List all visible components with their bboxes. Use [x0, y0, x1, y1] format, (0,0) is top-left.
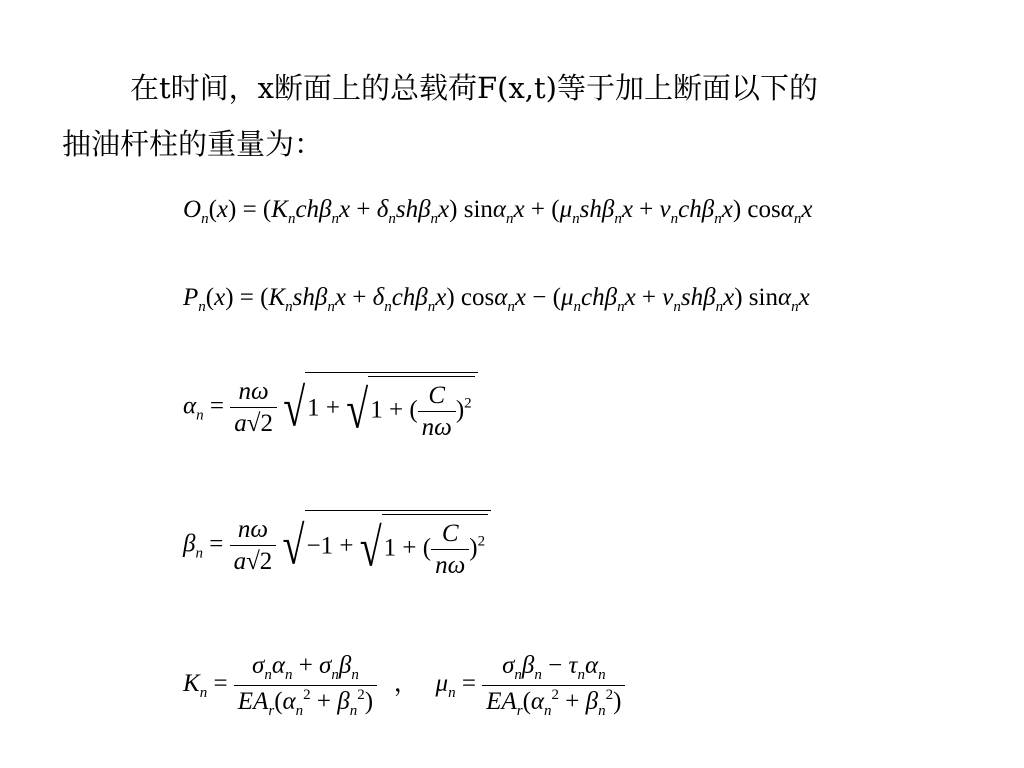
equation-k-mu-row [183, 650, 625, 721]
equation-k-n: $K_n$ = $\frac{\sigma_n\alpha_n + \sigma_n\beta_n}{EA_r(\alpha_n^2 + \beta_n^2)}$ [183, 670, 383, 697]
intro-line-2: 抽油杆柱的重量为： [62, 127, 324, 161]
equation-mu-n: $\mu_n$ = $\frac{\sigma_n\beta_n - \tau_n\alpha_n}{EA_r(\alpha_n^2 + \beta_n^2)}$ [436, 670, 626, 697]
equation-alpha-n: $\alpha_n$ = $\frac{n\omega}{a√2}$ √1 + √1 + ( $\frac{C}{n\omega}$ )$^2$ [183, 372, 478, 444]
equation-o-n: $O_n(x) = (K_nch\beta_nx + \delta_nsh\beta_nx) \sin\alpha_nx + (\mu_nsh\beta_nx + \nu_nch\beta_nx)$ cosα$_n$x [183, 196, 813, 227]
equation-p-n: $P_n(x) = (K_nsh\beta_nx + \delta_nch\beta_nx) \cos\alpha_nx - (\mu_nch\beta_nx + \nu_nsh\beta_nx)$ sinα$_n$x [183, 284, 810, 315]
intro-paragraph [62, 60, 962, 172]
equation-beta-n: $\beta_n$ = $\frac{n\omega}{a√2}$ √−1 + √1 + ( $\frac{C}{n\omega}$ )$^2$ [183, 510, 491, 582]
equation-separator: ， [393, 669, 419, 697]
intro-line-1: 在t时间，x断面上的总载荷F(x,t)等于加上断面以下的 [130, 71, 818, 105]
